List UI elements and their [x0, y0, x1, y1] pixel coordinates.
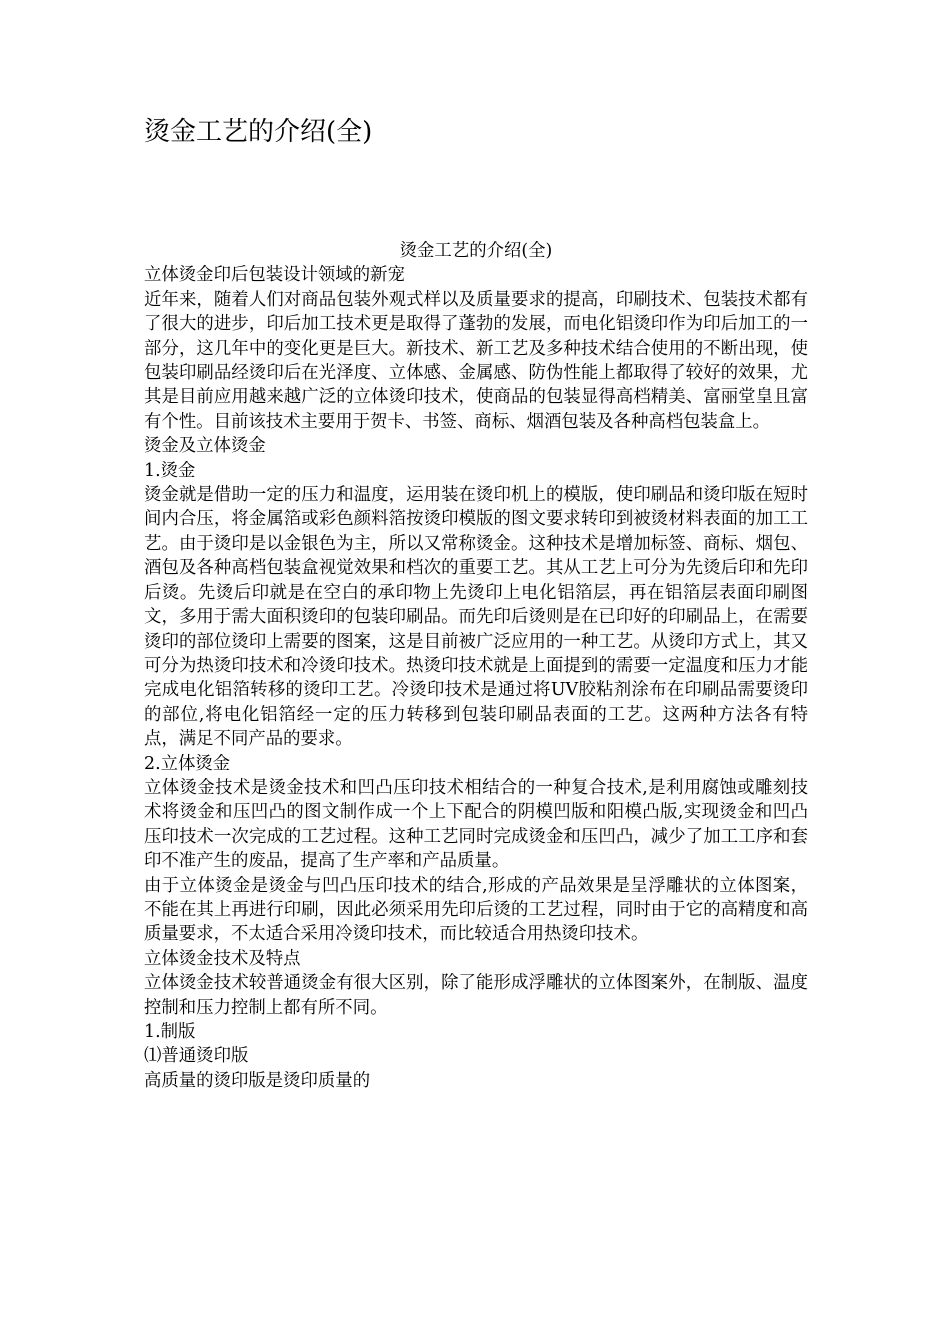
- section-heading: 烫金及立体烫金: [144, 436, 266, 457]
- list-item-heading: ⑴普通烫印版: [144, 1046, 249, 1067]
- section-heading: 立体烫金印后包装设计领域的新宠: [144, 265, 405, 286]
- document-body: [144, 239, 808, 1093]
- paragraph: 立体烫金技术较普通烫金有很大区别，除了能形成浮雕状的立体图案外，在制版、温度控制和压力控制上都有所不同。: [144, 973, 808, 1018]
- paragraph: 高质量的烫印版是烫印质量的: [144, 1070, 371, 1091]
- subsection-heading: 2.立体烫金: [144, 753, 231, 774]
- document-title: 烫金工艺的介绍(全): [144, 117, 373, 147]
- section-heading: 立体烫金技术及特点: [144, 948, 301, 969]
- subsection-heading: 1.制版: [144, 1022, 196, 1042]
- paragraph: 由于立体烫金是烫金与凹凸压印技术的结合,形成的产品效果是呈浮雕状的立体图案，不能在其上再进行印刷，因此必须采用先印后烫的工艺过程，同时由于它的高精度和高质量要求，不太适合采用冷烫印技术，而比较适合用热烫印技术。: [144, 875, 808, 945]
- paragraph: 立体烫金技术是烫金技术和凹凸压印技术相结合的一种复合技术,是利用腐蚀或雕刻技术将烫金和压凹凸的图文制作成一个上下配合的阴模凹版和阳模凸版,实现烫金和凹凸压印技术一次完成的工艺过程。这种工艺同时完成烫金和压凹凸，减少了加工工序和套印不准产生的废品，提高了生产率和产品质量。: [144, 777, 808, 872]
- subsection-heading: 1.烫金: [144, 460, 196, 481]
- paragraph: 近年来，随着人们对商品包装外观式样以及质量要求的提高，印刷技术、包装技术都有了很大的进步，印后加工技术更是取得了蓬勃的发展，而电化铝烫印作为印后加工的一部分，这几年中的变化更是巨大。新技术、新工艺及多种技术结合使用的不断出现，使包装印刷品经烫印后在光泽度、立体感、金属感、防伪性能上都取得了较好的效果，尤其是目前应用越来越广泛的立体烫印技术，使商品的包装显得高档精美、富丽堂皇且富有个性。目前该技术主要用于贺卡、书签、商标、烟酒包装及各种高档包装盒上。: [144, 289, 808, 432]
- document-subtitle: 烫金工艺的介绍(全): [399, 241, 553, 261]
- paragraph: 烫金就是借助一定的压力和温度，运用装在烫印机上的模版，使印刷品和烫印版在短时间内合压，将金属箔或彩色颜料箔按烫印模版的图文要求转印到被烫材料表面的加工工艺。由于烫印是以金银色为主，所以又常称烫金。这种技术是增加标签、商标、烟包、酒包及各种高档包装盒视觉效果和档次的重要工艺。其从工艺上可分为先烫后印和先印后烫。先烫后印就是在空白的承印物上先烫印上电化铝箔层，再在铝箔层表面印刷图文，多用于需大面积烫印的包装印刷品。而先印后烫则是在已印好的印刷品上，在需要烫印的部位烫印上需要的图案，这是目前被广泛应用的一种工艺。从烫印方式上，其又可分为热烫印技术和冷烫印技术。热烫印技术就是上面提到的需要一定温度和压力才能完成电化铝箔转移的烫印工艺。冷烫印技术是通过将UV胶粘剂涂布在印刷品需要烫印的部位,将电化铝箔经一定的压力转移到包装印刷品表面的工艺。这两种方法各有特点，满足不同产品的要求。: [144, 485, 808, 750]
